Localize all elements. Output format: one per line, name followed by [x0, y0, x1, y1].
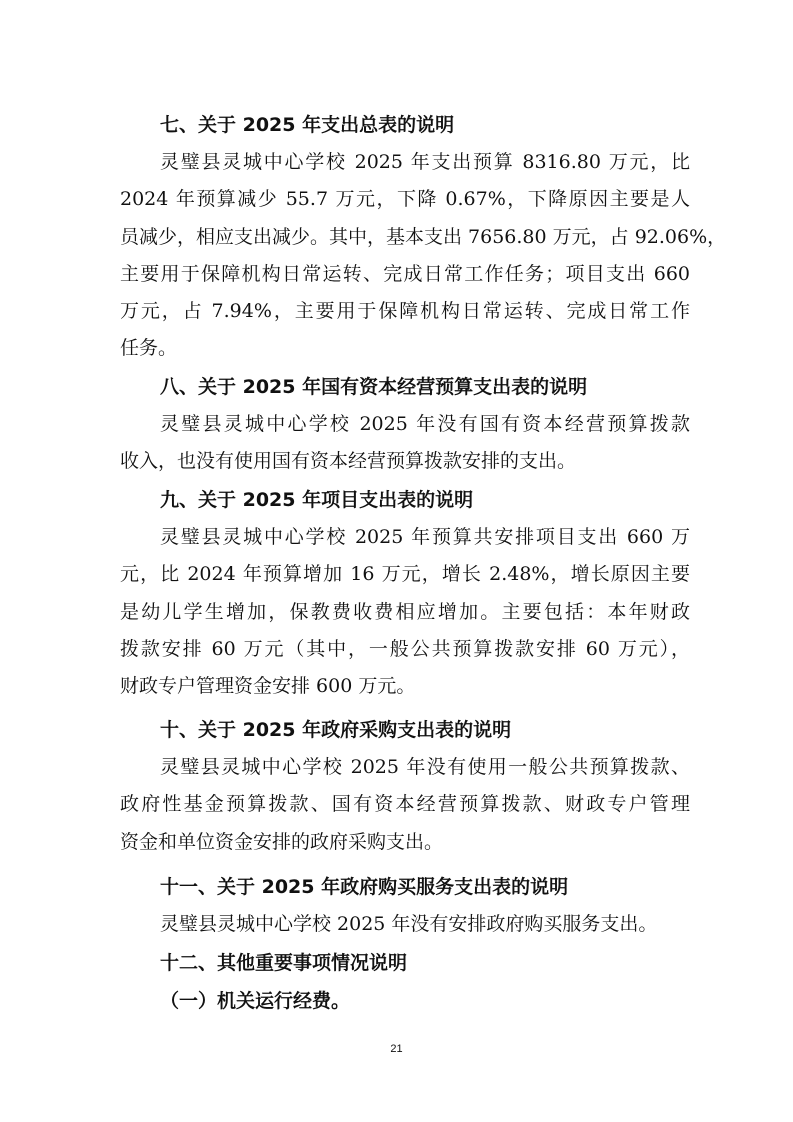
paragraph-line: 主要用于保障机构日常运转、完成日常工作任务；项目支出 660 — [120, 262, 690, 285]
page-number: 21 — [390, 1043, 403, 1055]
paragraph-line: 资金和单位资金安排的政府采购支出。 — [120, 830, 444, 853]
subsection-12-1-heading: （一）机关运行经费。 — [160, 990, 351, 1012]
paragraph-line: 灵璧县灵城中心学校 2025 年没有国有资本经营预算拨款 — [160, 413, 690, 435]
paragraph-line: 2024 年预算减少 55.7 万元，下降 0.67%，下降原因主要是人 — [120, 188, 690, 211]
section-11-heading: 十一、关于 2025 年政府购买服务支出表的说明 — [160, 876, 569, 898]
paragraph-line: 灵璧县灵城中心学校 2025 年没有安排政府购买服务支出。 — [160, 913, 658, 935]
paragraph-line: 收入，也没有使用国有资本经营预算拨款安排的支出。 — [120, 450, 577, 473]
section-7-heading: 七、关于 2025 年支出总表的说明 — [160, 114, 455, 136]
paragraph-line: 任务。 — [120, 337, 178, 360]
section-10-paragraph — [120, 749, 690, 861]
section-10-heading: 十、关于 2025 年政府采购支出表的说明 — [160, 719, 512, 741]
section-9-paragraph — [120, 519, 690, 705]
section-12-heading: 十二、其他重要事项情况说明 — [160, 952, 408, 974]
paragraph-line: 政府性基金预算拨款、国有资本经营预算拨款、财政专户管理 — [120, 793, 690, 816]
paragraph-line: 员减少，相应支出减少。其中，基本支出 7656.80 万元，占 92.06%， — [120, 225, 727, 248]
section-11-paragraph — [120, 906, 690, 943]
paragraph-line: 灵璧县灵城中心学校 2025 年预算共安排项目支出 660 万 — [160, 526, 690, 548]
paragraph-line: 灵璧县灵城中心学校 2025 年支出预算 8316.80 万元，比 — [160, 151, 690, 173]
paragraph-line: 拨款安排 60 万元（其中，一般公共预算拨款安排 60 万元）， — [120, 637, 690, 660]
paragraph-line: 灵璧县灵城中心学校 2025 年没有使用一般公共预算拨款、 — [160, 756, 690, 778]
section-9-heading: 九、关于 2025 年项目支出表的说明 — [160, 489, 474, 511]
paragraph-line: 万元，占 7.94%，主要用于保障机构日常运转、完成日常工作 — [120, 300, 690, 323]
section-8-paragraph — [120, 406, 690, 481]
section-8-heading: 八、关于 2025 年国有资本经营预算支出表的说明 — [160, 376, 588, 398]
paragraph-line: 元，比 2024 年预算增加 16 万元，增长 2.48%，增长原因主要 — [120, 563, 690, 586]
paragraph-line: 是幼儿学生增加，保教费收费相应增加。主要包括：本年财政 — [120, 600, 690, 623]
section-7-paragraph — [120, 144, 727, 368]
paragraph-line: 财政专户管理资金安排 600 万元。 — [120, 675, 416, 698]
